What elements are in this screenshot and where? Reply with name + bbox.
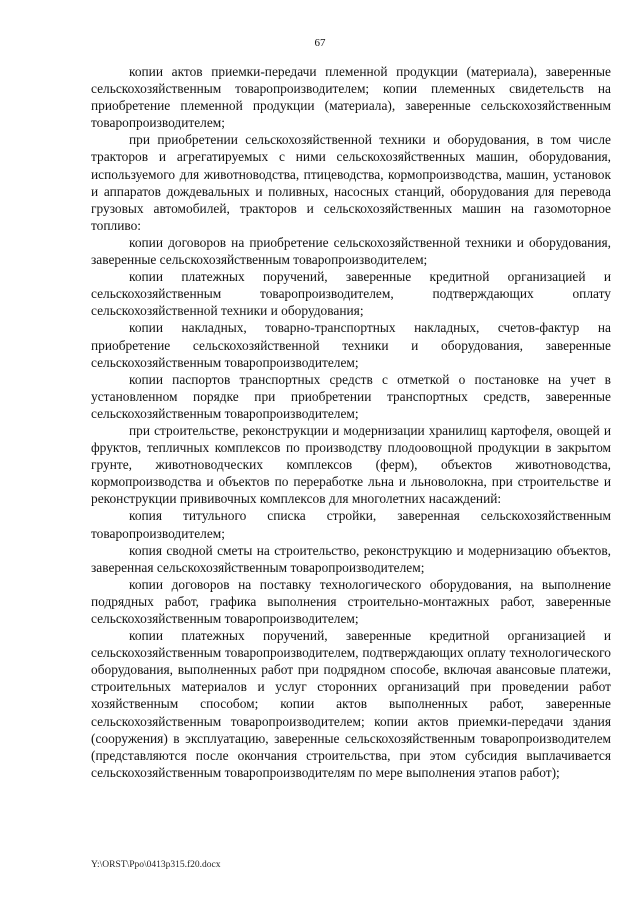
page-number: 67 [314, 37, 326, 49]
document-body [91, 63, 611, 781]
paragraph: копии договоров на приобретение сельскохозяйственной техники и оборудования, заверенные сельскохозяйственным товаропроизводителем; [91, 234, 611, 268]
paragraph: копии договоров на поставку технологического оборудования, на выполнение подрядных работ, графика выполнения строительно-монтажных работ, заверенные сельскохозяйственным товаропроизводителем; [91, 576, 611, 626]
paragraph: копии накладных, товарно-транспортных накладных, счетов-фактур на приобретение сельскохозяйственной техники и оборудования, заверенные сельскохозяйственным товаропроизводителем; [91, 320, 611, 370]
paragraph: копии платежных поручений, заверенные кредитной организацией и сельскохозяйственным товаропроизводителем, подтверждающих оплату технологического оборудования, выполненных работ при подрядном способе, включая авансовые платежи, строительных материалов и услуг сторонних организаций при проведении работ хозяйственным способом; копии актов выполненных работ, заверенные сельскохозяйственным товаропроизводителем; копии актов приемки-передачи здания (сооружения) в эксплуатацию, заверенные сельскохозяйственным товаропроизводителем (представляются после окончания строительства, при этом субсидия выплачивается сельскохозяйственным товаропроизводителям по мере выполнения этапов работ); [91, 628, 611, 780]
paragraph: при приобретении сельскохозяйственной техники и оборудования, в том числе тракторов и агрегатируемых с ними сельскохозяйственных машин, оборудования, используемого для животноводства, птицеводства, кормопроизводства, машин, установок и аппаратов дождевальных и поливных, насосных станций, оборудования для перевода грузовых автомобилей, тракторов и сельскохозяйственных машин на газомоторное топливо: [91, 132, 611, 233]
paragraph: при строительстве, реконструкции и модернизации хранилищ картофеля, овощей и фруктов, тепличных комплексов по производству плодоовощной продукции в закрытом грунте, животноводческих комплексов (ферм), объектов животноводства, кормопроизводства и объектов по переработке льна и льноволокна, при строительстве и реконструкции прививочных комплексов для многолетних насаждений: [91, 422, 611, 507]
footer-file-path: Y:\ORST\Ppo\0413p315.f20.docx [91, 860, 221, 870]
paragraph: копии паспортов транспортных средств с отметкой о постановке на учет в установленном порядке при приобретении транспортных средств, заверенные сельскохозяйственным товаропроизводителем; [91, 371, 611, 421]
paragraph: копии платежных поручений, заверенные кредитной организацией и сельскохозяйственным товаропроизводителем, подтверждающих оплату сельскохозяйственной техники и оборудования; [91, 269, 611, 319]
paragraph: копии актов приемки-передачи племенной продукции (материала), заверенные сельскохозяйственным товаропроизводителем; копии племенных свидетельств на приобретение племенной продукции (материала), заверенные сельскохозяйственным товаропроизводителем; [91, 64, 611, 131]
paragraph: копия сводной сметы на строительство, реконструкцию и модернизацию объектов, заверенная сельскохозяйственным товаропроизводителем; [91, 542, 611, 575]
paragraph: копия титульного списка стройки, заверенная сельскохозяйственным товаропроизводителем; [91, 508, 611, 541]
